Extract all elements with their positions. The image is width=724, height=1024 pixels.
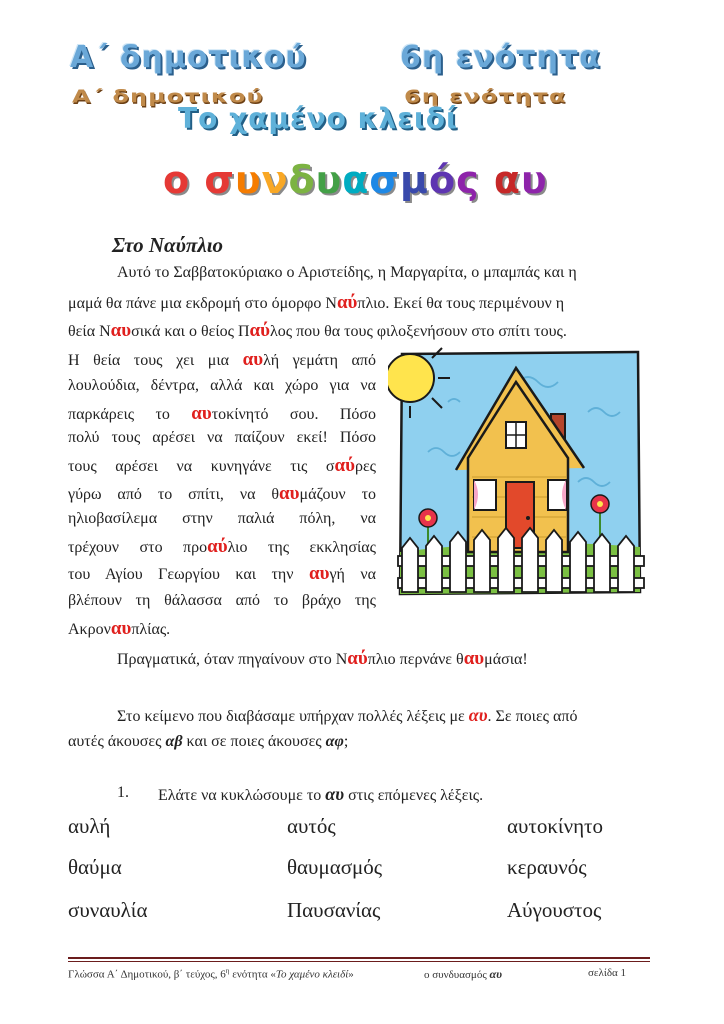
story-line: μαμά θα πάνε μια εκδρομή στο όμορφο Ναύπλιο. Εκεί θα τους περιμένουν η [68, 292, 565, 313]
story-line: τρέχουν στο προαύλιο της εκκλησίας [68, 536, 376, 557]
exercise-instruction: Ελάτε να κυκλώσουμε το αυ στις επόμενες λέξεις. [158, 784, 484, 804]
story-line: παρκάρεις το αυτοκίνητό σου. Πόσο [68, 403, 376, 424]
story-line: Πραγματικά, όταν πηγαίνουν στο Ναύπλιο περνάνε θαυμάσια! [117, 648, 528, 669]
topic-letter: μ [400, 158, 429, 202]
word-item: θαυμασμός [287, 855, 383, 879]
topic-letter: ν [261, 158, 289, 202]
topic-letter: υ [234, 158, 262, 202]
topic-letter: ό [428, 158, 457, 202]
word-item: Παυσανίας [287, 898, 381, 922]
header-unit-reflection: 6η ενότητα [404, 86, 567, 107]
topic-letter [190, 158, 204, 202]
word-item: Αύγουστος [507, 898, 602, 922]
story-line: τους αρέσει να κυνηγάνε τις σαύρες [68, 455, 376, 476]
story-line: θεία Ναυσικά και ο θείος Παύλος που θα τους φιλοξενήσουν στο σπίτι τους. [68, 320, 567, 341]
exercise-number: 1. [117, 784, 129, 801]
story-line: Η θεία τους χει μια αυλή γεμάτη από [68, 349, 377, 370]
footer-rule [68, 961, 650, 962]
topic-letter [480, 158, 494, 202]
word-item: κεραυνός [507, 855, 587, 879]
topic-letter: ο [163, 158, 191, 202]
header-unit: 6η ενότητα [400, 40, 601, 75]
header-grade: Α΄ δημοτικού [70, 40, 307, 75]
question-line: αυτές άκουσες αβ και σε ποιες άκουσες αφ; [68, 733, 349, 750]
topic-letter: υ [520, 158, 548, 202]
story-line: βλέπουν τη θάλασσα από το βράχο της [68, 592, 376, 609]
footer-source: Γλώσσα Α΄ Δημοτικού, β΄ τεύχος, $6^\eta$ ενότητα «Το χαμένο κλειδί» [68, 967, 354, 981]
word-item: αυλή [68, 814, 111, 838]
story-line: Ακροναυπλίας. [68, 618, 171, 639]
word-item: αυτός [287, 814, 336, 838]
topic-letter: α [342, 158, 370, 202]
topic-title [163, 158, 548, 202]
footer-topic: ο συνδυασμός αυ [424, 967, 502, 981]
house-illustration [388, 342, 652, 608]
topic-letter: σ [369, 158, 401, 202]
story-line: λουλούδια, δέντρα, αλλά και χώρο για να [68, 377, 376, 394]
topic-letter: ς [456, 158, 480, 202]
footer-rule [68, 957, 650, 959]
question-line: Στο κείμενο που διαβάσαμε υπήρχαν πολλές λέξεις με αυ. Σε ποιες από [117, 705, 578, 725]
topic-letter: δ [288, 158, 316, 202]
story-line: ηλιοβασίλεμα στην παλιά πόλη, να [68, 510, 376, 527]
story-line: γύρω από το σπίτι, να θαυμάζουν το [68, 483, 376, 504]
word-item: συναυλία [68, 898, 148, 922]
topic-letter: σ [204, 158, 235, 202]
word-item: θαύμα [68, 855, 122, 879]
header-grade-reflection: Α΄ δημοτικού [72, 86, 264, 107]
story-line: πολύ τους αρέσει να παίζουν εκεί! Πόσο [68, 429, 376, 446]
page-number: σελίδα 1 [588, 967, 627, 979]
topic-letter: υ [315, 158, 343, 202]
story-line: του Αγίου Γεωργίου και την αυγή να [68, 563, 376, 584]
header-book-title: Το χαμένο κλειδί [178, 102, 458, 135]
story-title: Στο Ναύπλιο [112, 233, 224, 257]
topic-letter: α [493, 158, 521, 202]
story-line: Αυτό το Σαββατοκύριακο ο Αριστείδης, η Μαργαρίτα, ο μπαμπάς και η [117, 264, 577, 281]
word-item: αυτοκίνητο [507, 814, 603, 838]
